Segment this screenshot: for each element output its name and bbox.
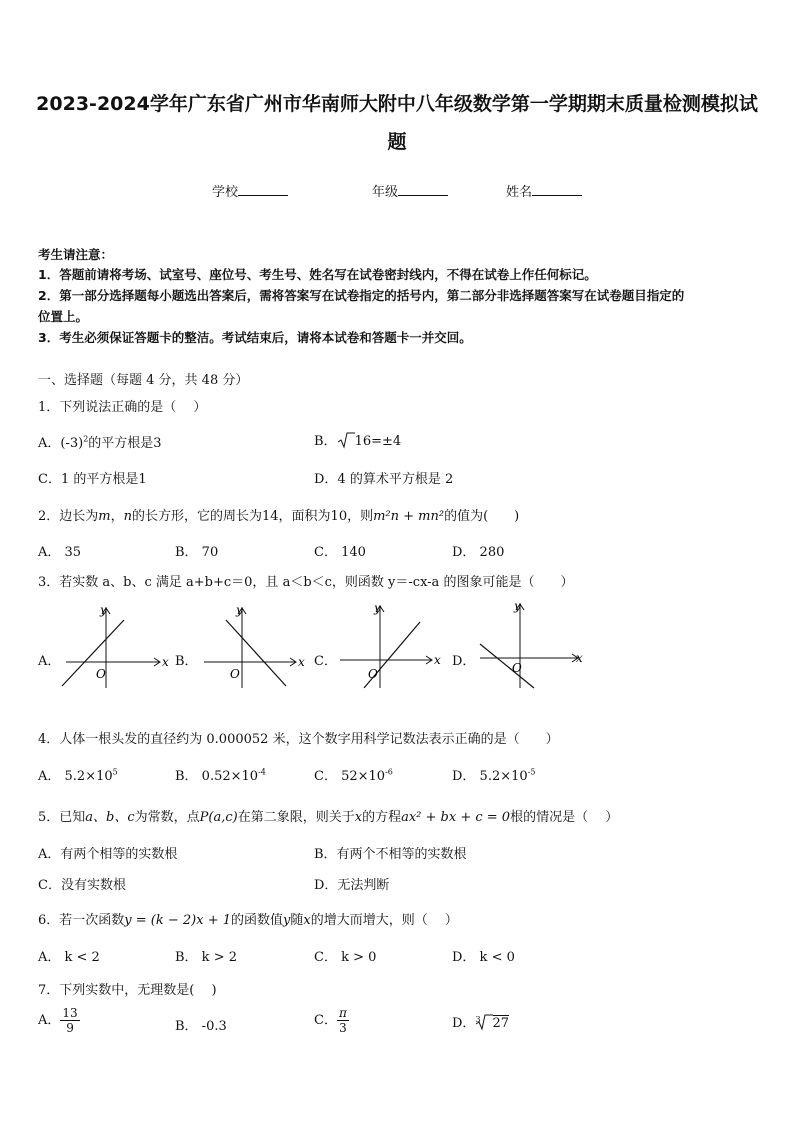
svg-text:y: y	[236, 603, 243, 617]
cube-root-sign-icon	[475, 1013, 493, 1031]
question-1-stem: 1．下列说法正确的是（ ）	[38, 400, 207, 415]
svg-text:O: O	[230, 667, 240, 681]
question-3-graph-a	[58, 602, 170, 690]
notice-item-2-cont: 位置上。	[38, 309, 89, 324]
question-6-option-c[interactable]: C． k > 0	[314, 950, 377, 965]
svg-text:y: y	[100, 603, 107, 617]
question-4-option-d[interactable]: D． $5.2\times 10^{-5}$	[452, 767, 536, 784]
question-4-option-c[interactable]: C． $52\times 10^{-6}$	[314, 767, 393, 784]
svg-text:x: x	[162, 655, 169, 669]
question-3-graph-d	[472, 598, 588, 690]
svg-text:x: x	[434, 653, 441, 667]
question-6-stem: 6．若一次函数y = (k − 2)x + 1的函数值y随x的增大而增大，则（ ）	[38, 913, 458, 928]
question-5-option-a[interactable]: A．有两个相等的实数根	[38, 847, 178, 862]
question-3-graph-b	[196, 602, 308, 690]
svg-text:O: O	[512, 661, 522, 675]
question-2-option-c[interactable]: C． 140	[314, 545, 366, 560]
svg-text:x: x	[576, 651, 583, 665]
school-blank[interactable]	[238, 183, 288, 196]
question-6-option-d[interactable]: D． k < 0	[452, 950, 515, 965]
question-4-option-a[interactable]: A． $5.2\times 10^5$	[38, 767, 118, 784]
question-5-stem: 5．已知a、b、c为常数，点P(a,c)在第二象限，则关于x的方程ax² + bx + c = 0根的情况是（ ）	[38, 810, 619, 825]
notice-item-2: 2．第一部分选择题每小题选出答案后，需将答案写在试卷指定的括号内，第二部分非选择题答案写在试卷题目指定的	[38, 288, 685, 303]
question-6-option-b[interactable]: B． k > 2	[175, 950, 237, 965]
question-3-option-b[interactable]: B．	[175, 654, 198, 669]
name-blank[interactable]	[532, 183, 582, 196]
fraction: $\frac{13}{9}$	[62, 1006, 78, 1035]
question-3-graph-c	[334, 602, 446, 690]
svg-text:O: O	[368, 667, 378, 681]
question-5-option-b[interactable]: B．有两个不相等的实数根	[314, 847, 467, 862]
question-7-option-d[interactable]: D．$^3$ 27	[452, 1014, 510, 1031]
question-7-option-a[interactable]: A． $\frac{13}{9}$	[38, 1006, 78, 1035]
fraction: $\frac{\pi}{3}$	[338, 1006, 347, 1035]
question-7-stem: 7．下列实数中，无理数是( )	[38, 983, 217, 998]
notice-heading: 考生请注意：	[38, 247, 114, 262]
grade-field: 年级	[372, 181, 448, 200]
name-field: 姓名	[506, 181, 582, 200]
question-6-option-a[interactable]: A． k < 2	[38, 950, 100, 965]
question-7-option-b[interactable]: B． -0.3	[175, 1019, 227, 1034]
notice-item-1: 1．答题前请将考场、试室号、座位号、考生号、姓名写在试卷密封线内，不得在试卷上作任何标记。	[38, 267, 597, 282]
question-1-option-b[interactable]: B． 16=±4	[314, 430, 401, 449]
question-1-option-d[interactable]: D．4 的算术平方根是 2	[314, 472, 454, 487]
question-3-stem: 3．若实数 a、b、c 满足 a+b+c＝0，且 a＜b＜c，则函数 y＝-cx-a 的图象可能是（ ）	[38, 575, 574, 590]
question-2-option-b[interactable]: B． 70	[175, 545, 219, 560]
question-1-option-a[interactable]: A．$(-3)^2$的平方根是3	[38, 434, 162, 451]
svg-text:x: x	[298, 655, 305, 669]
question-7-option-c[interactable]: C． $\frac{\pi}{3}$	[314, 1006, 347, 1035]
school-field: 学校	[212, 181, 288, 200]
question-5-option-c[interactable]: C．没有实数根	[38, 878, 126, 893]
section-heading: 一、选择题（每题 4 分，共 48 分）	[38, 373, 249, 388]
question-2-option-d[interactable]: D． 280	[452, 545, 505, 560]
radical-sign-icon	[337, 431, 355, 449]
question-3-option-c[interactable]: C．	[314, 654, 337, 669]
question-5-option-d[interactable]: D．无法判断	[314, 878, 390, 893]
question-4-stem: 4．人体一根头发的直径约为 0.000052 米，这个数字用科学记数法表示正确的是（ ）	[38, 732, 559, 747]
question-3-option-d[interactable]: D．	[452, 654, 476, 669]
question-3-option-a[interactable]: A．	[38, 654, 61, 669]
question-2-option-a[interactable]: A． 35	[38, 545, 82, 560]
grade-blank[interactable]	[398, 183, 448, 196]
page-title-continued: 题	[387, 131, 407, 153]
svg-text:y: y	[374, 602, 381, 615]
page-title: 2023-2024学年广东省广州市华南师大附中八年级数学第一学期期末质量检测模拟试	[36, 93, 758, 115]
notice-item-3: 3．考生必须保证答题卡的整洁。考试结束后，请将本试卷和答题卡一并交回。	[38, 330, 472, 345]
question-4-option-b[interactable]: B． $0.52\times 10^{-4}$	[175, 767, 266, 784]
svg-text:y: y	[514, 599, 521, 613]
question-1-option-c[interactable]: C．1 的平方根是1	[38, 472, 147, 487]
svg-text:O: O	[96, 667, 106, 681]
question-2-stem: 2．边长为m，n的长方形，它的周长为14，面积为10，则m²n + mn²的值为( )	[38, 509, 520, 524]
